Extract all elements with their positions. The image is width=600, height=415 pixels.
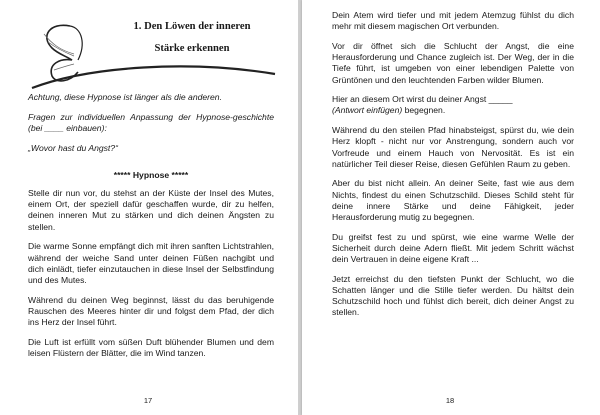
chapter-title-line2: Stärke erkennen: [154, 43, 230, 54]
paragraph: Während du deinen Weg beginnst, lässt du das beruhigende Rauschen des Meeres hinter dir und folgst dem Pfad, der dich ins Herz der Insel führt.: [28, 294, 274, 328]
angst-paragraph: [332, 94, 574, 116]
right-page-body: [332, 10, 574, 327]
question-quote: „Wovor hast du Angst?“: [28, 142, 118, 153]
hypnosis-heading: ***** Hypnose *****: [113, 169, 189, 180]
paragraph: Die Luft ist erfüllt vom süßen Duft blühender Blumen und dem leisen Flüstern der Blätter, die im Wind tanzen.: [28, 336, 274, 358]
paragraph: Die warme Sonne empfängt dich mit ihren sanften Lichtstrahlen, während der weiche Sand unter deinen Füßen nachgibt und dich einlädt, tiefer einzutauchen in diese Insel der Selbstfindung und des Mutes.: [28, 241, 274, 285]
angst-text: Hier an diesem Ort wirst du deiner Angst _____: [332, 94, 513, 105]
chapter-header: [30, 14, 280, 96]
chapter-title-line1: 1. Den Löwen der inneren: [133, 21, 251, 32]
length-note: Achtung, diese Hypnose ist länger als die anderen.: [28, 92, 222, 102]
chapter-title: [102, 16, 282, 60]
left-page: [0, 0, 298, 415]
page-number: 17: [143, 396, 153, 405]
answer-placeholder: (Antwort einfügen): [332, 105, 403, 116]
paragraph: Während du den steilen Pfad hinabsteigst, spürst du, wie dein Herz klopft - nicht nur vor Anstrengung, sondern auch vor Vorfreude und einem Hauch von Nervosität. Es ist ein natürlicher Teil dieser Reise, diesen Gefühlen Raum zu geben.: [332, 125, 574, 169]
paragraph: Du greifst fest zu und spürst, wie eine warme Welle der Sicherheit durch deine Adern fließt. Mit jedem Schritt wächst dein Vertrauen in deine eigene Kraft ...: [332, 231, 574, 265]
left-page-body: [28, 92, 274, 368]
paragraph: Stelle dir nun vor, du stehst an der Küste der Insel des Mutes, einem Ort, der speziell dafür geschaffen wurde, dir zu helfen, deinen inneren Mut zu stärken und dich deinen Ängsten zu stellen.: [28, 188, 274, 232]
page-number: 18: [445, 396, 455, 405]
paragraph: Dein Atem wird tiefer und mit jedem Atemzug fühlst du dich mehr mit diesem magischen Ort verbunden.: [332, 10, 574, 32]
paragraph: Vor dir öffnet sich die Schlucht der Angst, die eine Herausforderung und Chance zugleich ist. Der Weg, der in die Tiefe führt, ist umgeben von einer lebendigen Palette von Grüntönen und den leuchtenden Farben wilder Blumen.: [332, 40, 574, 85]
angst-text-end: begegnen.: [402, 105, 446, 116]
customization-questions: Fragen zur individuellen Anpassung der Hypnose-geschichte (bei ____ einbauen):: [28, 111, 274, 133]
paragraph: Aber du bist nicht allein. An deiner Seite, fast wie aus dem Nichts, findest du einen Schutzschild. Dieses Schild steht für deine innere Stärke und deine Fähigkeit, jeder Herausforderung mutig zu begegnen.: [332, 178, 574, 223]
right-page: [302, 0, 600, 415]
paragraph: Jetzt erreichst du den tiefsten Punkt der Schlucht, wo die Schatten länger und die Stille tiefer werden. Du hältst dein Schutzschild hoch und fühlst dich bereit, dich deiner Angst zu stellen.: [332, 273, 574, 318]
